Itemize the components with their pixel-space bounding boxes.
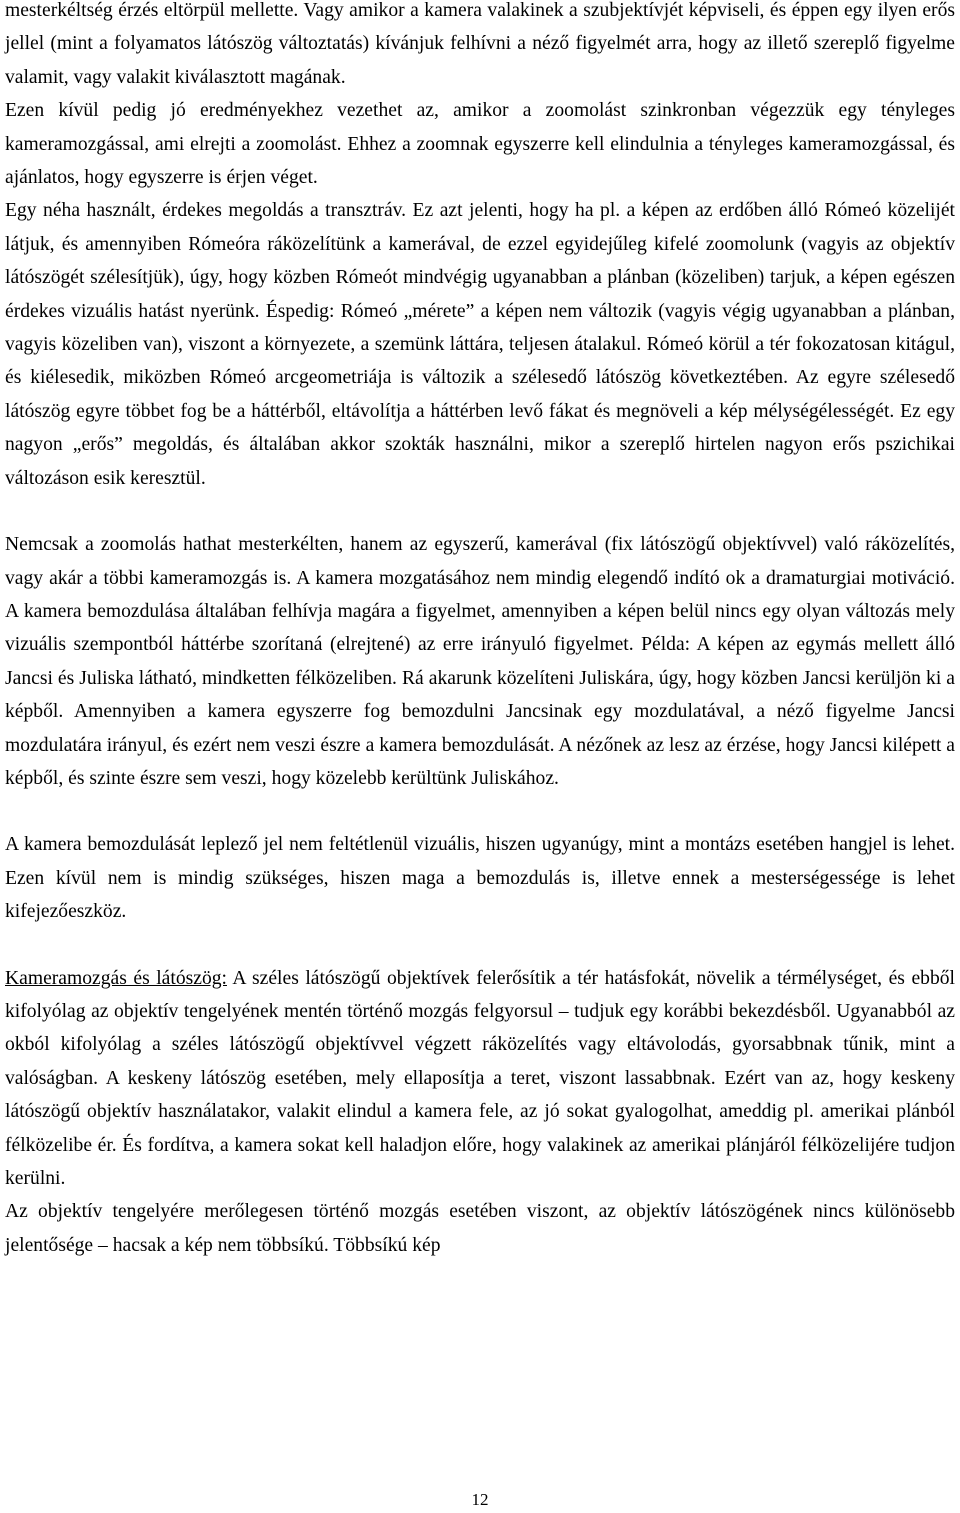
paragraph-spacer <box>5 929 955 962</box>
paragraph-3: Egy néha használt, érdekes megoldás a transztráv. Ez azt jelenti, hogy ha pl. a képen az erdőben álló Rómeó közelijét látjuk, és amennyiben Rómeóra ráközelítünk a kamerával, de ezzel egyidejűleg kifelé zoomolunk (vagyis az objektív látószögét szélesítjük), úgy, hogy közben Rómeót mindvégig ugyanabban a plánban (közeliben) tarjuk, a képen egészen érdekes vizuális hatást nyerünk. Éspedig: Rómeó „mérete” a képen nem változik (vagyis végig ugyanabban a plánban, vagyis közeliben van), viszont a környezete, a szemünk láttára, teljesen átalakul. Rómeó körül a tér fokozatosan kitágul, és kiélesedik, miközben Rómeó arcgeometriája is változik a szélesedő látószög következtében. Az egyre szélesedő látószög egyre többet fog be a háttérből, eltávolítja a háttérben levő fákat és megnöveli a kép mélységélességét. Ez egy nagyon „erős” megoldás, és általában akkor szokták használni, mikor a szereplő hirtelen nagyon erős pszichikai változáson esik keresztül. <box>5 200 955 489</box>
section-heading: Kameramozgás és látószög: <box>5 967 227 989</box>
paragraph-spacer <box>5 495 955 528</box>
paragraph-spacer <box>5 795 955 828</box>
paragraph-6: Az objektív tengelyére merőlegesen történő mozgás esetében viszont, az objektív látószögének nincs különösebb jelentősége – hacsak a kép nem többsíkú. Többsíkú kép <box>5 1201 955 1256</box>
section-text: A széles látószögű objektívek felerősítik a tér hatásfokát, növelik a térmélységet, és ebből kifolyólag az objektív tengelyének mentén történő mozgás felgyorsul – tudjuk egy korábbi bekezdésből. Ugyanabból az okból kifolyólag a széles látószögű objektívvel végzett ráközelítés vagy eltávolodás, gyorsabbnak tűnik, mint a valóságban. A keskeny látószög esetében, mely ellaposítja a teret, viszont lassabbnak. Ezért van az, hogy keskeny látószögű objektív használatakor, valakit elindul a kamera fele, az jó sokat gyalogolhat, ameddig pl. amerikai plánból félközelibe ér. És fordítva, a kamera sokat kell haladjon előre, hogy valakinek az amerikai plánjáról félközelijére tudjon kerülni. <box>5 967 955 1189</box>
paragraph-2: Ezen kívül pedig jó eredményekhez vezethet az, amikor a zoomolást szinkronban végezzük egy tényleges kameramozgással, ami elrejti a zoomolást. Ehhez a zoomnak egyszerre kell elindulnia a tényleges kameramozgással, és ajánlatos, hogy egyszerre is érjen véget. <box>5 100 955 189</box>
document-page <box>5 0 955 1262</box>
paragraph-4: Nemcsak a zoomolás hathat mesterkélten, hanem az egyszerű, kamerával (fix látószögű objektívvel) való ráközelítés, vagy akár a többi kameramozgás is. A kamera mozgatásához nem mindig elegendő indító ok a dramaturgiai motiváció. A kamera bemozdulása általában felhívja magára a figyelmet, amennyiben a képen belül nincs egy olyan változás mely vizuális szempontból háttérbe szorítaná (elrejtené) az erre irányuló figyelmet. Példa: A képen az egymás mellett álló Jancsi és Juliska látható, mindketten félközeliben. Rá akarunk közelíteni Juliskára, úgy, hogy közben Jancsi kerüljön ki a képből. Amennyiben a kamera egyszerre fog bemozdulni Jancsinak egy mozdulatával, a néző figyelme Jancsi mozdulatára irányul, és ezért nem veszi észre a kamera bemozdulását. A nézőnek az lesz az érzése, hogy Jancsi kilépett a képből, és szinte észre sem veszi, hogy közelebb kerültünk Juliskához. <box>5 534 955 789</box>
page-number: 12 <box>471 1490 489 1509</box>
section-paragraph <box>5 962 955 1196</box>
paragraph-5: A kamera bemozdulását leplező jel nem feltétlenül vizuális, hiszen ugyanúgy, mint a montázs esetében hangjel is lehet. Ezen kívül nem is mindig szükséges, hiszen maga a bemozdulás is, illetve ennek a mesterségessége is lehet kifejezőeszköz. <box>5 834 955 923</box>
paragraph-1: mesterkéltség érzés eltörpül mellette. Vagy amikor a kamera valakinek a szubjektívjét képviseli, és éppen egy ilyen erős jellel (mint a folyamatos látószög változtatás) kívánjuk felhívni a néző figyelmét arra, hogy az illető szereplő figyelme valamit, vagy valakit kiválasztott magának. <box>5 0 955 88</box>
